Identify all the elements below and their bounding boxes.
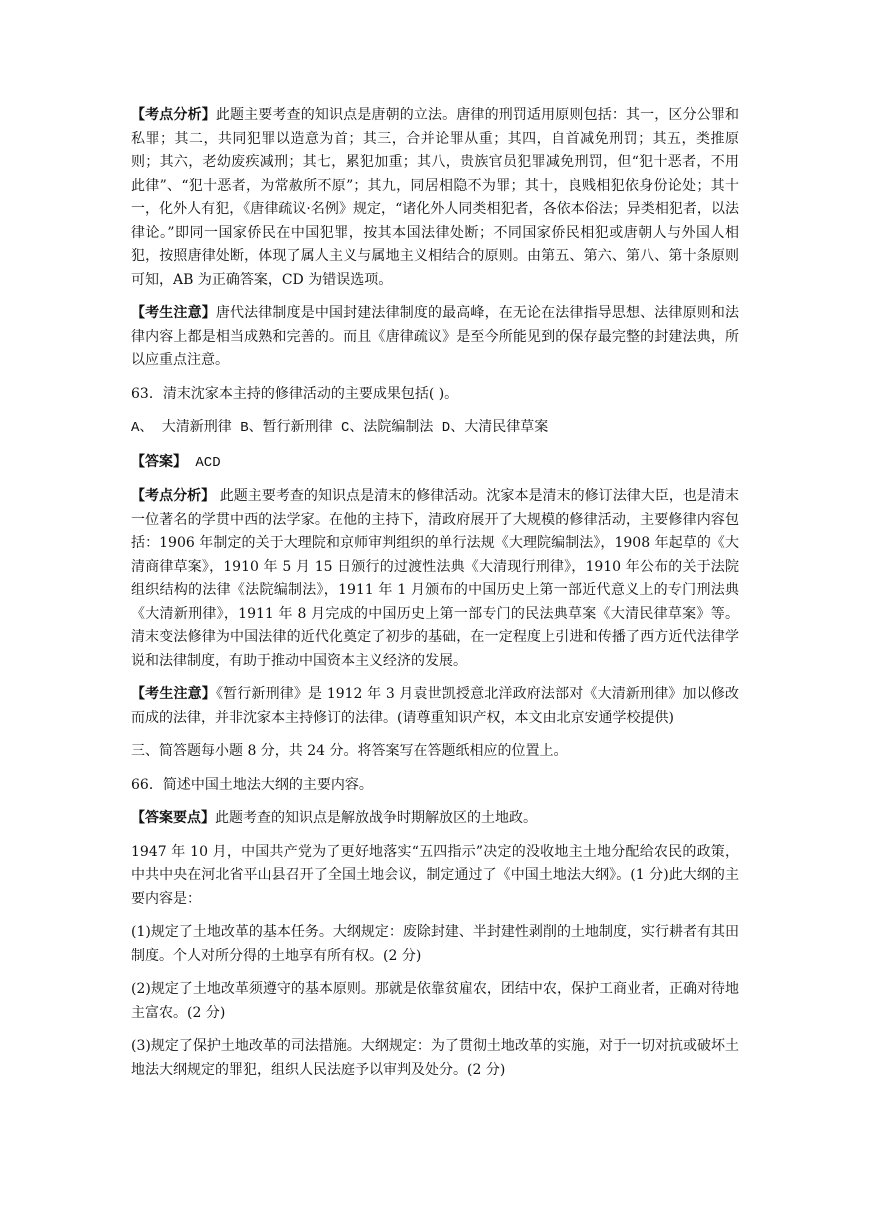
paragraph-qing-law-analysis	[131, 485, 739, 673]
paragraph-land-conference	[131, 841, 739, 912]
paragraph-text: 唐代法律制度是中国封建法律制度的最高峰，在无论在法律指导思想、法律原则和法律内容上都是相当成熟和完善的。而且《唐律疏议》是至今所能见到的保存最完整的封建法典，所以应重点注意。	[131, 305, 739, 368]
tag-label: 【答案】	[131, 453, 187, 470]
paragraph-text: (1)规定了土地改革的基本任务。大纲规定：废除封建、半封建性剥削的土地制度，实行耕者有其田制度。个人对所分得的土地享有所有权。(2 分)	[131, 924, 739, 964]
question-63	[131, 383, 739, 407]
paragraph-text: (3)规定了保护土地改革的司法措施。大纲规定：为了贯彻土地改革的实施，对于一切对抗或破坏土地法大纲规定的罪犯，组织人民法庭予以审判及处分。(2 分)	[131, 1038, 739, 1078]
point-3	[131, 1035, 739, 1082]
tag-label: 【考点分析】	[131, 488, 216, 504]
section-heading-short-answer	[131, 740, 739, 764]
tag-label: 【考生注意】	[131, 305, 216, 321]
question-text: 66．简述中国土地法大纲的主要内容。	[131, 776, 373, 793]
document-page	[131, 104, 739, 1092]
tag-label: 【考生注意】	[131, 686, 216, 702]
answer-63	[131, 451, 739, 476]
paragraph-text: 此题主要考查的知识点是唐朝的立法。唐律的刑罚适用原则包括：其一，区分公罪和私罪；其二，共同犯罪以造意为首；其三，合并论罪从重；其四，自首减免刑罚；其五，类推原则；其六，老幼废疾减刑；其七，累犯加重；其八，贵族官员犯罪减免刑罚，但“犯十恶者，不用此律”、“犯十恶者，为常赦所不原”；其九，同居相隐不为罪；其十，良贱相犯依身份论处；其十一，化外人有犯，《唐律疏议·名例》规定，“诸化外人同类相犯者，各依本俗法；异类相犯者，以法律论。”即同一国家侨民在中国犯罪，按其本国法律处断；不同国家侨民相犯或唐朝人与外国人相犯，按照唐律处断，体现了属人主义与属地主义相结合的原则。由第五、第六、第八、第十条原则可知，AB 为正确答案，CD 为错误选项。	[131, 107, 739, 288]
question-63-options	[131, 416, 739, 441]
paragraph-text: (2)规定了土地改革须遵守的基本原则。那就是依靠贫雇农，团结中农，保护工商业者，正确对待地主富农。(2 分)	[131, 981, 739, 1021]
paragraph-tang-law-note	[131, 302, 739, 373]
paragraph-qing-law-note	[131, 683, 739, 730]
question-66	[131, 774, 739, 798]
paragraph-text: 1947 年 10 月，中国共产党为了更好地落实“五四指示”决定的没收地主土地分配给农民的政策，中共中央在河北省平山县召开了全国土地会议，制定通过了《中国土地法大纲》。(1 分)此大纲的主要内容是：	[131, 843, 739, 907]
section-text: 三、简答题每小题 8 分，共 24 分。将答案写在答题纸相应的位置上。	[131, 743, 568, 759]
answer-text: ACD	[187, 454, 221, 471]
point-2	[131, 978, 739, 1025]
answer-key-points	[131, 807, 739, 831]
tag-label: 【答案要点】	[131, 810, 215, 826]
paragraph-tang-law-analysis	[131, 104, 739, 292]
paragraph-text: 《暂行新刑律》是 1912 年 3 月袁世凯授意北洋政府法部对《大清新刑律》加以修改而成的法律，并非沈家本主持修订的法律。(请尊重知识产权，本文由北京安通学校提供)	[131, 686, 739, 726]
tag-label: 【考点分析】	[131, 107, 216, 123]
point-1	[131, 921, 739, 968]
paragraph-text: 此题考查的知识点是解放战争时期解放区的土地政。	[215, 810, 537, 826]
question-text: 63．清末沈家本主持的修律活动的主要成果包括( )。	[131, 385, 459, 402]
options-text: A、 大清新刑律 B、暂行新刑律 C、法院编制法 D、大清民律草案	[131, 420, 549, 436]
paragraph-text: 此题主要考查的知识点是清末的修律活动。沈家本是清末的修订法律大臣，也是清末一位著名的学贯中西的法学家。在他的主持下，清政府展开了大规模的修律活动，主要修律内容包括：1906 年制定的关于大理院和京师审判组织的单行法规《大理院编制法》，1908 年起草的《大清商律草案》，1910 年 5 月 15 日颁行的过渡性法典《大清现行刑律》，1910 年公布的关于法院组织结构的法律《法院编制法》，1911 年 1 月颁布的中国历史上第一部近代意义上的专门刑法典《大清新刑律》，1911 年 8 月完成的中国历史上第一部专门的民法典草案《大清民律草案》等。清末变法修律为中国法律的近代化奠定了初步的基础，在一定程度上引进和传播了西方近代法律学说和法律制度，有助于推动中国资本主义经济的发展。	[131, 488, 739, 669]
